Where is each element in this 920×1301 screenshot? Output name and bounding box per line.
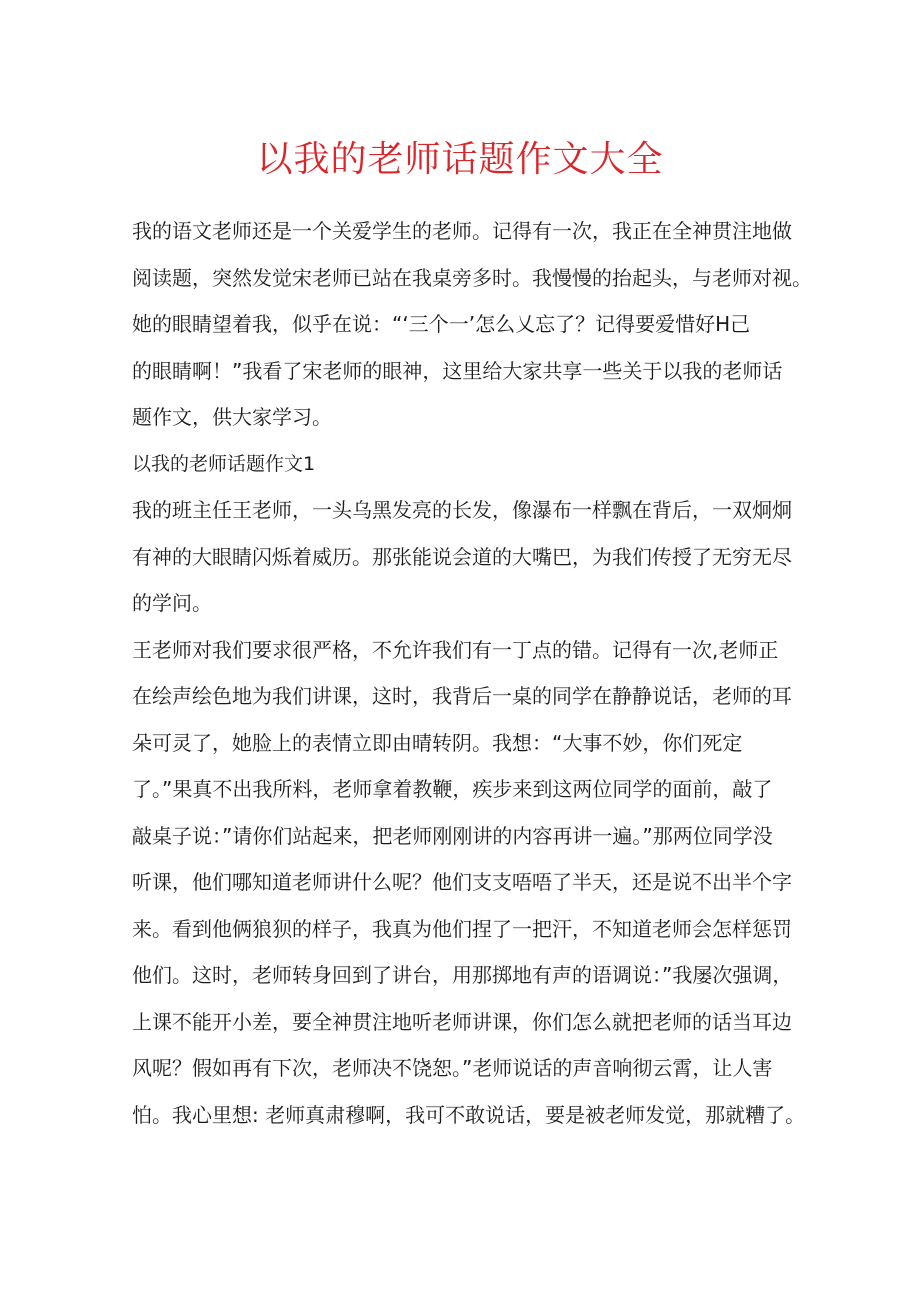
body-line: 怕。我心里想: 老师真肃穆啊，我可不敢说话，要是被老师发觉，那就糟了。 (132, 1102, 806, 1127)
body-line: 王老师对我们要求很严格，不允许我们有一丁点的错。记得有一次,老师正 (132, 637, 779, 662)
body-line: 她的眼睛望着我，似乎在说：“‘三个一’怎么乂忘了？记得要爱惜好H己 (132, 312, 751, 336)
body-line: 他们。这时，老师转身回到了讲台，用那掷地有声的语调说：”我屡次强调， (132, 963, 793, 987)
body-line: 的眼睛啊！”我看了宋老师的眼神，这里给大家共享一些关于以我的老师话 (132, 358, 783, 383)
body-line: 在绘声绘色地为我们讲课，这时，我背后一桌的同学在静静说话，老师的耳 (132, 684, 792, 708)
body-line: 听课，他们哪知道老师讲什么呢？他们支支唔唔了半天，还是说不出半个字 (132, 870, 792, 894)
document-title: 以我的老师话题作文大全 (256, 139, 664, 180)
document-body (132, 208, 812, 1138)
body-line: 朵可灵了，她脸上的表情立即由晴转阴。我想：“大事不妙，你们死定 (132, 730, 743, 755)
body-line: 来。看到他俩狼狈的样子，我真为他们捏了一把汗，不知道老师会怎样惩罚 (132, 916, 792, 941)
body-line: 敲桌子说：”请你们站起来，把老师刚刚讲的内容再讲一遍。”那两位同学没 (132, 823, 773, 848)
body-line: 的学问。 (132, 591, 212, 615)
body-line: 了。”果真不出我所料，老师拿着教鞭，疾步来到这两位同学的面前，敲了 (132, 777, 773, 801)
body-line: 我的语文老师还是一个关爱学生的老师。记得有一次，我正在全神贯注地做 (132, 219, 792, 243)
body-line: 风呢？假如再有下次，老师决不饶恕。”老师说话的声音响彻云霄，让人害 (132, 1056, 773, 1080)
body-line: 题作文，供大家学习。 (132, 405, 332, 429)
section-heading: 以我的老师话题作文1 (132, 452, 316, 475)
body-line: 有神的大眼睛闪烁着威历。那张能说会道的大嘴巴，为我们传授了无穷无尽 (132, 544, 792, 569)
body-line: 阅读题，突然发觉宋老师已站在我桌旁多时。我慢慢的抬起头，与老师对视。 (132, 265, 812, 290)
body-line: 我的班主任王老师，一头乌黑发亮的长发，像瀑布一样飘在背后，一双炯炯 (132, 498, 792, 522)
body-line: 上课不能开小差，要全神贯注地听老师讲课，你们怎么就把老师的话当耳边 (132, 1009, 792, 1034)
